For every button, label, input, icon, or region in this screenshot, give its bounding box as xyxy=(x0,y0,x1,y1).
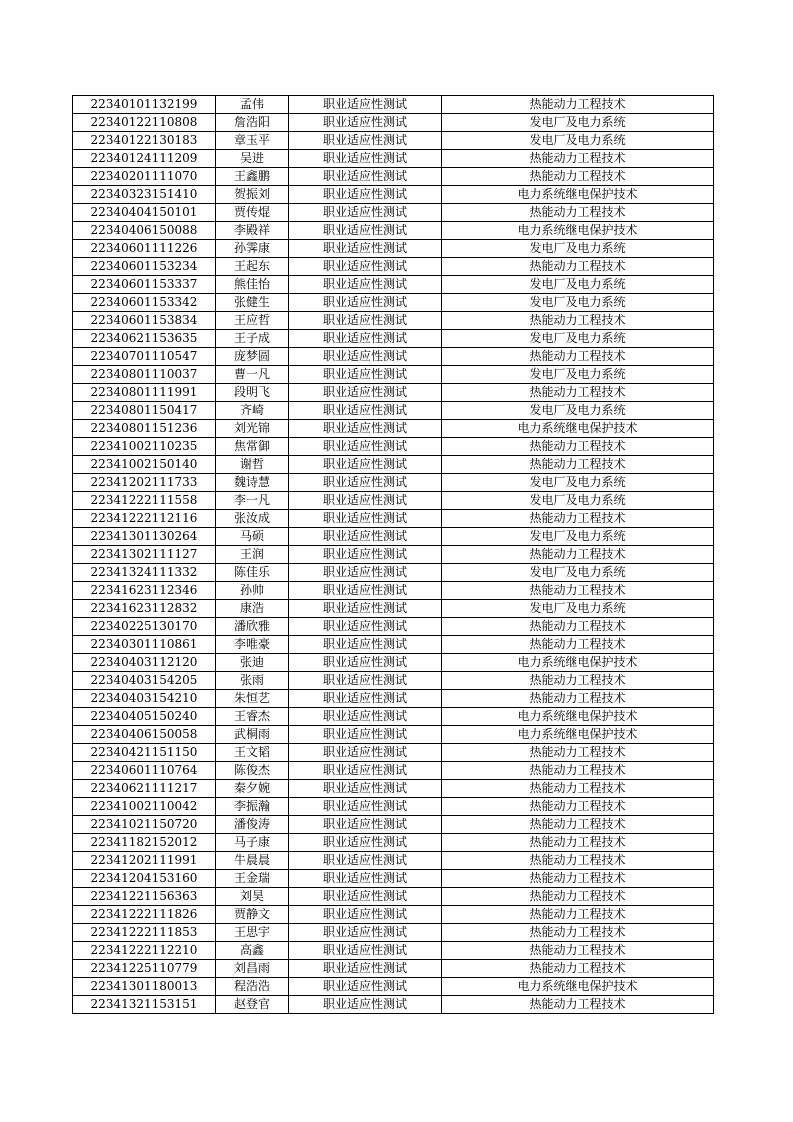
major-cell: 发电厂及电力系统 xyxy=(442,564,714,582)
table-row xyxy=(73,168,714,186)
table-row xyxy=(73,708,714,726)
table-row xyxy=(73,996,714,1014)
table-row xyxy=(73,834,714,852)
major-cell: 热能动力工程技术 xyxy=(442,798,714,816)
candidate-id-cell: 22340701110547 xyxy=(73,348,216,366)
candidate-id-cell: 22341321153151 xyxy=(73,996,216,1014)
major-cell: 电力系统继电保护技术 xyxy=(442,222,714,240)
table-row xyxy=(73,132,714,150)
table-row xyxy=(73,600,714,618)
test-type-cell: 职业适应性测试 xyxy=(289,438,442,456)
candidate-name-cell: 王思宇 xyxy=(216,924,289,942)
test-type-cell: 职业适应性测试 xyxy=(289,906,442,924)
test-type-cell: 职业适应性测试 xyxy=(289,510,442,528)
candidate-id-cell: 22340621111217 xyxy=(73,780,216,798)
candidate-id-cell: 22340601153234 xyxy=(73,258,216,276)
candidate-name-cell: 潘俊涛 xyxy=(216,816,289,834)
test-type-cell: 职业适应性测试 xyxy=(289,834,442,852)
candidate-name-cell: 王起东 xyxy=(216,258,289,276)
major-cell: 热能动力工程技术 xyxy=(442,906,714,924)
candidate-name-cell: 孙帅 xyxy=(216,582,289,600)
table-row xyxy=(73,492,714,510)
test-type-cell: 职业适应性测试 xyxy=(289,546,442,564)
candidate-id-cell: 22341204153160 xyxy=(73,870,216,888)
table-row xyxy=(73,690,714,708)
candidate-id-cell: 22341324111332 xyxy=(73,564,216,582)
major-cell: 热能动力工程技术 xyxy=(442,762,714,780)
candidate-name-cell: 段明飞 xyxy=(216,384,289,402)
test-type-cell: 职业适应性测试 xyxy=(289,150,442,168)
major-cell: 电力系统继电保护技术 xyxy=(442,708,714,726)
table-row xyxy=(73,204,714,222)
candidate-name-cell: 王子成 xyxy=(216,330,289,348)
candidate-id-cell: 22341222112210 xyxy=(73,942,216,960)
major-cell: 热能动力工程技术 xyxy=(442,546,714,564)
candidate-name-cell: 刘昊 xyxy=(216,888,289,906)
test-type-cell: 职业适应性测试 xyxy=(289,978,442,996)
table-row xyxy=(73,780,714,798)
candidate-id-cell: 22341301130264 xyxy=(73,528,216,546)
candidate-id-cell: 22340621153635 xyxy=(73,330,216,348)
candidate-name-cell: 李唯豪 xyxy=(216,636,289,654)
candidate-name-cell: 魏诗慧 xyxy=(216,474,289,492)
test-type-cell: 职业适应性测试 xyxy=(289,132,442,150)
major-cell: 热能动力工程技术 xyxy=(442,348,714,366)
candidate-name-cell: 王润 xyxy=(216,546,289,564)
candidate-id-cell: 22340801110037 xyxy=(73,366,216,384)
candidate-id-cell: 22341225110779 xyxy=(73,960,216,978)
candidate-name-cell: 王文韬 xyxy=(216,744,289,762)
candidate-name-cell: 李振瀚 xyxy=(216,798,289,816)
major-cell: 发电厂及电力系统 xyxy=(442,132,714,150)
table-row xyxy=(73,924,714,942)
candidate-id-cell: 22341002110042 xyxy=(73,798,216,816)
major-cell: 电力系统继电保护技术 xyxy=(442,654,714,672)
table-row xyxy=(73,672,714,690)
major-cell: 电力系统继电保护技术 xyxy=(442,978,714,996)
major-cell: 热能动力工程技术 xyxy=(442,636,714,654)
test-type-cell: 职业适应性测试 xyxy=(289,366,442,384)
candidate-name-cell: 张健生 xyxy=(216,294,289,312)
candidate-name-cell: 贾静文 xyxy=(216,906,289,924)
table-row xyxy=(73,960,714,978)
candidate-name-cell: 武桐雨 xyxy=(216,726,289,744)
test-type-cell: 职业适应性测试 xyxy=(289,240,442,258)
major-cell: 热能动力工程技术 xyxy=(442,618,714,636)
table-row xyxy=(73,798,714,816)
table-row xyxy=(73,546,714,564)
candidate-id-cell: 22341202111733 xyxy=(73,474,216,492)
table-row xyxy=(73,402,714,420)
test-type-cell: 职业适应性测试 xyxy=(289,708,442,726)
test-type-cell: 职业适应性测试 xyxy=(289,276,442,294)
candidate-name-cell: 庞梦圆 xyxy=(216,348,289,366)
table-row xyxy=(73,474,714,492)
test-type-cell: 职业适应性测试 xyxy=(289,870,442,888)
test-type-cell: 职业适应性测试 xyxy=(289,294,442,312)
major-cell: 发电厂及电力系统 xyxy=(442,528,714,546)
candidate-name-cell: 牛晨晨 xyxy=(216,852,289,870)
table-row xyxy=(73,636,714,654)
test-type-cell: 职业适应性测试 xyxy=(289,888,442,906)
candidate-name-cell: 刘光锦 xyxy=(216,420,289,438)
test-type-cell: 职业适应性测试 xyxy=(289,636,442,654)
candidate-name-cell: 马子康 xyxy=(216,834,289,852)
table-row xyxy=(73,888,714,906)
table-row xyxy=(73,744,714,762)
table-row xyxy=(73,186,714,204)
test-type-cell: 职业适应性测试 xyxy=(289,312,442,330)
test-type-cell: 职业适应性测试 xyxy=(289,672,442,690)
candidate-id-cell: 22340601110764 xyxy=(73,762,216,780)
candidate-name-cell: 陈俊杰 xyxy=(216,762,289,780)
candidate-name-cell: 张汝成 xyxy=(216,510,289,528)
candidate-name-cell: 曹一凡 xyxy=(216,366,289,384)
test-type-cell: 职业适应性测试 xyxy=(289,852,442,870)
candidate-name-cell: 吴进 xyxy=(216,150,289,168)
test-type-cell: 职业适应性测试 xyxy=(289,114,442,132)
candidate-name-cell: 贺振刘 xyxy=(216,186,289,204)
test-type-cell: 职业适应性测试 xyxy=(289,744,442,762)
major-cell: 发电厂及电力系统 xyxy=(442,474,714,492)
major-cell: 热能动力工程技术 xyxy=(442,816,714,834)
candidate-id-cell: 22340403154205 xyxy=(73,672,216,690)
candidate-id-cell: 22340101132199 xyxy=(73,96,216,114)
test-type-cell: 职业适应性测试 xyxy=(289,816,442,834)
candidate-name-cell: 张迪 xyxy=(216,654,289,672)
test-type-cell: 职业适应性测试 xyxy=(289,924,442,942)
test-type-cell: 职业适应性测试 xyxy=(289,402,442,420)
test-type-cell: 职业适应性测试 xyxy=(289,564,442,582)
test-type-cell: 职业适应性测试 xyxy=(289,420,442,438)
table-row xyxy=(73,816,714,834)
test-type-cell: 职业适应性测试 xyxy=(289,996,442,1014)
table-row xyxy=(73,222,714,240)
test-type-cell: 职业适应性测试 xyxy=(289,726,442,744)
candidate-id-cell: 22340421151150 xyxy=(73,744,216,762)
major-cell: 热能动力工程技术 xyxy=(442,672,714,690)
major-cell: 发电厂及电力系统 xyxy=(442,600,714,618)
test-type-cell: 职业适应性测试 xyxy=(289,762,442,780)
major-cell: 发电厂及电力系统 xyxy=(442,294,714,312)
candidate-name-cell: 刘昌雨 xyxy=(216,960,289,978)
table-row xyxy=(73,420,714,438)
candidate-name-cell: 李一凡 xyxy=(216,492,289,510)
test-type-cell: 职业适应性测试 xyxy=(289,690,442,708)
major-cell: 热能动力工程技术 xyxy=(442,312,714,330)
candidate-id-cell: 22340801111991 xyxy=(73,384,216,402)
test-type-cell: 职业适应性测试 xyxy=(289,618,442,636)
candidate-name-cell: 王应哲 xyxy=(216,312,289,330)
major-cell: 热能动力工程技术 xyxy=(442,924,714,942)
test-type-cell: 职业适应性测试 xyxy=(289,222,442,240)
major-cell: 热能动力工程技术 xyxy=(442,780,714,798)
candidate-id-cell: 22341301180013 xyxy=(73,978,216,996)
test-type-cell: 职业适应性测试 xyxy=(289,384,442,402)
admission-list-table xyxy=(72,95,714,1014)
test-type-cell: 职业适应性测试 xyxy=(289,798,442,816)
table-row xyxy=(73,906,714,924)
test-type-cell: 职业适应性测试 xyxy=(289,582,442,600)
candidate-name-cell: 熊佳怡 xyxy=(216,276,289,294)
major-cell: 发电厂及电力系统 xyxy=(442,492,714,510)
candidate-id-cell: 22340406150088 xyxy=(73,222,216,240)
major-cell: 热能动力工程技术 xyxy=(442,960,714,978)
candidate-name-cell: 秦夕婉 xyxy=(216,780,289,798)
candidate-name-cell: 王睿杰 xyxy=(216,708,289,726)
candidate-id-cell: 22341222111853 xyxy=(73,924,216,942)
candidate-id-cell: 22340124111209 xyxy=(73,150,216,168)
candidate-name-cell: 康浩 xyxy=(216,600,289,618)
candidate-id-cell: 22340404150101 xyxy=(73,204,216,222)
candidate-id-cell: 22341002110235 xyxy=(73,438,216,456)
major-cell: 热能动力工程技术 xyxy=(442,870,714,888)
test-type-cell: 职业适应性测试 xyxy=(289,600,442,618)
major-cell: 热能动力工程技术 xyxy=(442,582,714,600)
candidate-id-cell: 22340801150417 xyxy=(73,402,216,420)
table-row xyxy=(73,582,714,600)
candidate-id-cell: 22341222111558 xyxy=(73,492,216,510)
table-body xyxy=(73,96,714,1014)
candidate-name-cell: 陈佳乐 xyxy=(216,564,289,582)
major-cell: 热能动力工程技术 xyxy=(442,204,714,222)
candidate-id-cell: 22341623112832 xyxy=(73,600,216,618)
candidate-name-cell: 焦常御 xyxy=(216,438,289,456)
test-type-cell: 职业适应性测试 xyxy=(289,942,442,960)
table-row xyxy=(73,348,714,366)
candidate-id-cell: 22341021150720 xyxy=(73,816,216,834)
candidate-id-cell: 22340301110861 xyxy=(73,636,216,654)
major-cell: 发电厂及电力系统 xyxy=(442,276,714,294)
candidate-name-cell: 张雨 xyxy=(216,672,289,690)
table-row xyxy=(73,294,714,312)
table-row xyxy=(73,564,714,582)
candidate-name-cell: 朱恒艺 xyxy=(216,690,289,708)
major-cell: 发电厂及电力系统 xyxy=(442,330,714,348)
major-cell: 发电厂及电力系统 xyxy=(442,114,714,132)
candidate-name-cell: 马硕 xyxy=(216,528,289,546)
table-row xyxy=(73,762,714,780)
table-row xyxy=(73,96,714,114)
test-type-cell: 职业适应性测试 xyxy=(289,258,442,276)
candidate-name-cell: 王金瑞 xyxy=(216,870,289,888)
test-type-cell: 职业适应性测试 xyxy=(289,348,442,366)
candidate-id-cell: 22341302111127 xyxy=(73,546,216,564)
candidate-id-cell: 22340601111226 xyxy=(73,240,216,258)
candidate-name-cell: 潘欣雅 xyxy=(216,618,289,636)
major-cell: 电力系统继电保护技术 xyxy=(442,420,714,438)
major-cell: 热能动力工程技术 xyxy=(442,852,714,870)
major-cell: 热能动力工程技术 xyxy=(442,834,714,852)
table-row xyxy=(73,312,714,330)
table-row xyxy=(73,258,714,276)
table-row xyxy=(73,276,714,294)
candidate-id-cell: 22340225130170 xyxy=(73,618,216,636)
major-cell: 热能动力工程技术 xyxy=(442,456,714,474)
test-type-cell: 职业适应性测试 xyxy=(289,528,442,546)
table-row xyxy=(73,978,714,996)
major-cell: 热能动力工程技术 xyxy=(442,690,714,708)
table-row xyxy=(73,150,714,168)
candidate-id-cell: 22340323151410 xyxy=(73,186,216,204)
candidate-id-cell: 22340122130183 xyxy=(73,132,216,150)
table-row xyxy=(73,654,714,672)
candidate-id-cell: 22340801151236 xyxy=(73,420,216,438)
test-type-cell: 职业适应性测试 xyxy=(289,204,442,222)
candidate-name-cell: 王鑫鹏 xyxy=(216,168,289,186)
major-cell: 热能动力工程技术 xyxy=(442,996,714,1014)
candidate-id-cell: 22340601153342 xyxy=(73,294,216,312)
major-cell: 热能动力工程技术 xyxy=(442,384,714,402)
candidate-id-cell: 22341202111991 xyxy=(73,852,216,870)
table-row xyxy=(73,456,714,474)
candidate-name-cell: 高鑫 xyxy=(216,942,289,960)
table-row xyxy=(73,852,714,870)
candidate-id-cell: 22340201111070 xyxy=(73,168,216,186)
major-cell: 热能动力工程技术 xyxy=(442,168,714,186)
test-type-cell: 职业适应性测试 xyxy=(289,474,442,492)
candidate-id-cell: 22340405150240 xyxy=(73,708,216,726)
candidate-id-cell: 22341221156363 xyxy=(73,888,216,906)
test-type-cell: 职业适应性测试 xyxy=(289,960,442,978)
major-cell: 电力系统继电保护技术 xyxy=(442,726,714,744)
major-cell: 发电厂及电力系统 xyxy=(442,402,714,420)
major-cell: 热能动力工程技术 xyxy=(442,150,714,168)
table-row xyxy=(73,240,714,258)
candidate-name-cell: 谢哲 xyxy=(216,456,289,474)
candidate-id-cell: 22341182152012 xyxy=(73,834,216,852)
table-row xyxy=(73,726,714,744)
major-cell: 热能动力工程技术 xyxy=(442,942,714,960)
test-type-cell: 职业适应性测试 xyxy=(289,168,442,186)
test-type-cell: 职业适应性测试 xyxy=(289,456,442,474)
candidate-name-cell: 赵登官 xyxy=(216,996,289,1014)
table-row xyxy=(73,114,714,132)
major-cell: 发电厂及电力系统 xyxy=(442,366,714,384)
test-type-cell: 职业适应性测试 xyxy=(289,654,442,672)
table-row xyxy=(73,870,714,888)
table-row xyxy=(73,528,714,546)
candidate-id-cell: 22340122110808 xyxy=(73,114,216,132)
table-row xyxy=(73,438,714,456)
major-cell: 发电厂及电力系统 xyxy=(442,240,714,258)
candidate-name-cell: 章玉平 xyxy=(216,132,289,150)
candidate-id-cell: 22340403154210 xyxy=(73,690,216,708)
table-row xyxy=(73,510,714,528)
candidate-name-cell: 詹浩阳 xyxy=(216,114,289,132)
candidate-id-cell: 22341222112116 xyxy=(73,510,216,528)
candidate-id-cell: 22340403112120 xyxy=(73,654,216,672)
test-type-cell: 职业适应性测试 xyxy=(289,492,442,510)
candidate-id-cell: 22340601153834 xyxy=(73,312,216,330)
candidate-id-cell: 22341623112346 xyxy=(73,582,216,600)
candidate-name-cell: 齐崎 xyxy=(216,402,289,420)
candidate-name-cell: 程浩浩 xyxy=(216,978,289,996)
candidate-name-cell: 孟伟 xyxy=(216,96,289,114)
major-cell: 热能动力工程技术 xyxy=(442,510,714,528)
candidate-id-cell: 22341002150140 xyxy=(73,456,216,474)
table-row xyxy=(73,942,714,960)
major-cell: 热能动力工程技术 xyxy=(442,888,714,906)
test-type-cell: 职业适应性测试 xyxy=(289,330,442,348)
test-type-cell: 职业适应性测试 xyxy=(289,780,442,798)
candidate-name-cell: 贾传焜 xyxy=(216,204,289,222)
major-cell: 热能动力工程技术 xyxy=(442,744,714,762)
table-row xyxy=(73,618,714,636)
major-cell: 热能动力工程技术 xyxy=(442,438,714,456)
candidate-id-cell: 22341222111826 xyxy=(73,906,216,924)
major-cell: 电力系统继电保护技术 xyxy=(442,186,714,204)
table-row xyxy=(73,384,714,402)
major-cell: 热能动力工程技术 xyxy=(442,96,714,114)
table-row xyxy=(73,366,714,384)
test-type-cell: 职业适应性测试 xyxy=(289,186,442,204)
test-type-cell: 职业适应性测试 xyxy=(289,96,442,114)
candidate-name-cell: 李殿祥 xyxy=(216,222,289,240)
candidate-name-cell: 孙霁康 xyxy=(216,240,289,258)
major-cell: 热能动力工程技术 xyxy=(442,258,714,276)
candidate-id-cell: 22340406150058 xyxy=(73,726,216,744)
table-row xyxy=(73,330,714,348)
candidate-id-cell: 22340601153337 xyxy=(73,276,216,294)
